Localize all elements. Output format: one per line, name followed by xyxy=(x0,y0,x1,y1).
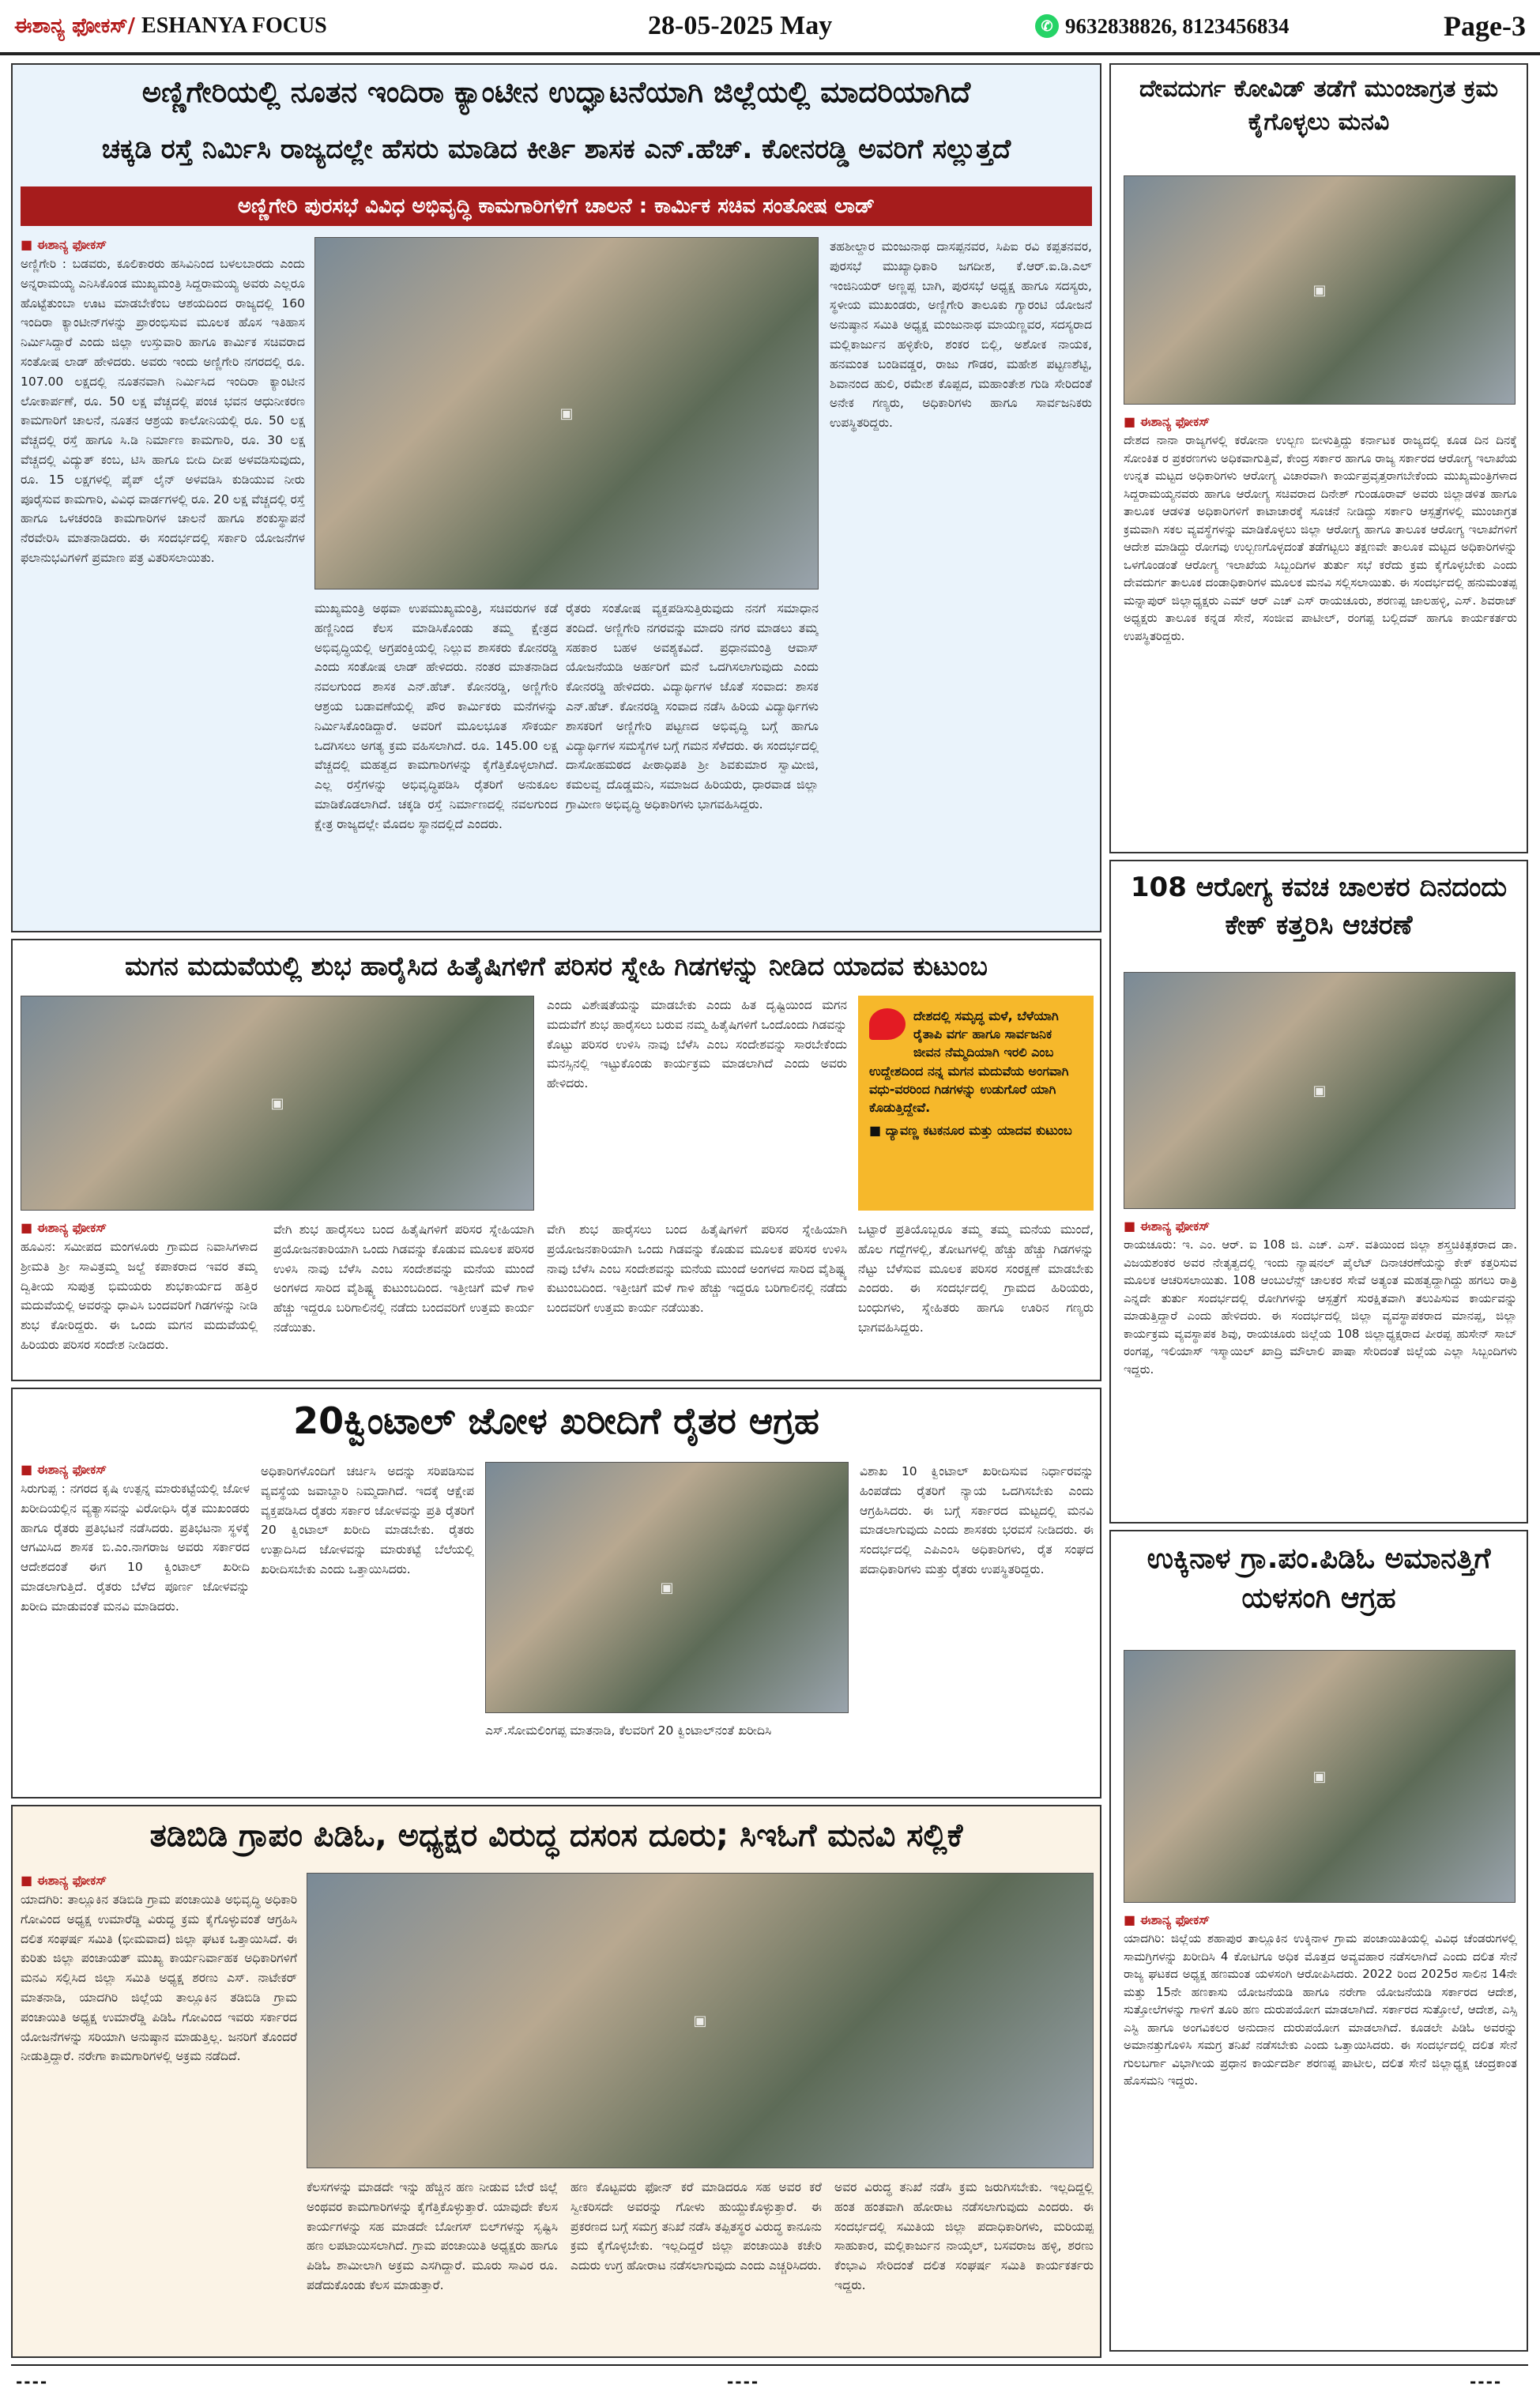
footer-center-dash: ---- xyxy=(727,2372,760,2391)
photo-cake-cutting: ▣ xyxy=(1124,972,1516,1209)
story5-col2-text: ಅಧಿಕಾರಿಗಳೊಂದಿಗೆ ಚರ್ಚಿಸಿ ಅದನ್ನು ಸರಿಪಡಿಸುವ ವ್ಯವಸ್ಥೆಯ ಜವಾಬ್ದಾರಿ ನಿಮ್ಮದಾಗಿದೆ. ಇದಕ್ಕೆ ಆಕ್ಷೇಪ ವ್ಯಕ್ತಪಡಿಸಿದ ರೈತರು ಸರ್ಕಾರ ಜೋಳವನ್ನು ಪ್ರತಿ ರೈತರಿಗೆ 20 ಕ್ವಿಂಟಾಲ್ ಖರೀದಿ ಮಾಡಬೇಕು. ರೈತರು ಉತ್ಪಾದಿಸಿದ ಜೋಳವನ್ನು ಮಾರುಕಟ್ಟೆ ಬೆಲೆಯಲ್ಲಿ ಖರೀದಿಸಬೇಕು ಎಂದು ಒತ್ತಾಯಿಸಿದರು. xyxy=(261,1464,474,1576)
story1-col1-text: ಅಣ್ಣಿಗೇರಿ : ಬಡವರು, ಕೂಲಿಕಾರರು ಹಸಿವಿನಿಂದ ಬಳಲಬಾರದು ಎಂದು ಅನ್ನರಾಮಯ್ಯ ಎನಿಸಿಕೊಂಡ ಮುಖ್ಯಮಂತ್ರಿ ಸಿದ್ದರಾಮಯ್ಯ ಅವರು ಎಲ್ಲರೂ ಹೊಟ್ಟೆತುಂಬಾ ಊಟ ಮಾಡಬೇಕೆಂಬ ಆಶಯದಿಂದ ರಾಜ್ಯದಲ್ಲಿ 160 ಇಂದಿರಾ ಕ್ಯಾಂಟೀನ್‌ಗಳನ್ನು ಪ್ರಾರಂಭಿಸುವ ಮೂಲಕ ಹೊಸ ಇತಿಹಾಸ ನಿರ್ಮಿಸಿದ್ದಾರೆ ಎಂದು ಜಿಲ್ಲಾ ಉಸ್ತುವಾರಿ ಹಾಗೂ ಕಾರ್ಮಿಕ ಸಚಿವರಾದ ಸಂತೋಷ ಲಾಡ್ ಹೇಳಿದರು. ಅವರು ಇಂದು ಅಣ್ಣಿಗೇರಿ ನಗರದಲ್ಲಿ ರೂ. 107.00 ಲಕ್ಷದಲ್ಲಿ ನೂತನವಾಗಿ ನಿರ್ಮಿಸಿದ ಇಂದಿರಾ ಕ್ಯಾಂಟೀನ ಲೋಕಾರ್ಪಣೆ, ರೂ. 50 ಲಕ್ಷ ವೆಚ್ಚದಲ್ಲಿ ಪಂಚ ಭವನ ಆಧುನೀಕರಣ ಕಾಮಗಾರಿಗೆ ಚಾಲನೆ, ನೂತನ ಆಶ್ರಯ ಕಾಲೋನಿಯಲ್ಲಿ ರೂ. 50 ಲಕ್ಷ ವೆಚ್ಚದಲ್ಲಿ ರಸ್ತೆ ಹಾಗೂ ಸಿ.ಡಿ ನಿರ್ಮಾಣ ಕಾಮಗಾರಿ, ರೂ. 30 ಲಕ್ಷ ವೆಚ್ಚದಲ್ಲಿ ವಿದ್ಯುತ್ ಕಂಬ, ಟಿಸಿ ಹಾಗೂ ಬೀದಿ ದೀಪ ಅಳವಡಿಸುವುದು, ರೂ. 15 ಲಕ್ಷಗಳಲ್ಲಿ ಪೈಪ್ ಲೈನ್ ಅಳವಡಿಸಿ ಕುಡಿಯುವ ನೀರು ಪೂರೈಸುವ ಕಾಮಗಾರಿ, ವಿವಿಧ ವಾರ್ಡಗಳಲ್ಲಿ ರೂ. 20 ಲಕ್ಷ ವೆಚ್ಚದಲ್ಲಿ ರಸ್ತೆ ಹಾಗೂ ಒಳಚರಂಡಿ ಕಾಮಗಾರಿಗಳ ಚಾಲನೆ ಹಾಗೂ ಶಂಕುಸ್ಥಾಪನೆ ನೆರವೇರಿಸಿ ಮಾತನಾಡಿದರು. ಈ ಸಂದರ್ಭದಲ್ಲಿ ಸರ್ಕಾರಿ ಯೋಜನೆಗಳ ಫಲಾನುಭವಿಗಳಿಗೆ ಪ್ರಮಾಣ ಪತ್ರ ವಿತರಿಸಲಾಯಿತು. xyxy=(21,257,305,565)
brand-kannada: ಈಶಾನ್ಯ ಫೋಕಸ್/ xyxy=(14,13,136,38)
story-wedding-saplings xyxy=(11,939,1101,1381)
footer-rule xyxy=(11,2364,1528,2366)
story4-headline: ಮಗನ ಮದುವೆಯಲ್ಲಿ ಶುಭ ಹಾರೈಸಿದ ಹಿತೈಷಿಗಳಿಗೆ ಪರಿಸರ ಸ್ನೇಹಿ ಗಿಡಗಳನ್ನು ನೀಡಿದ ಯಾದವ ಕುಟುಂಬ xyxy=(125,951,988,981)
story1-col2-text: ಮುಖ್ಯಮಂತ್ರಿ ಅಥವಾ ಉಪಮುಖ್ಯಮಂತ್ರಿ, ಸಚಿವರುಗಳ ಕಡೆ ಹಣ್ಣಿನಿಂದ ಕೆಲಸ ಮಾಡಿಸಿಕೊಂಡು ತಮ್ಮ ಕ್ಷೇತ್ರದ ಅಭಿವೃದ್ಧಿಯಲ್ಲಿ ಅಗ್ರಪಂಕ್ತಿಯಲ್ಲಿ ನಿಲ್ಲುವ ಶಾಸಕರು ಕೋನರಡ್ಡಿ ಎಂದು ಸಂತೋಷ ಲಾಡ್ ಹೇಳಿದರು. ನಂತರ ಮಾತನಾಡಿದ ನವಲಗುಂದ ಶಾಸಕ ಎನ್.ಹೆಚ್. ಕೋನರಡ್ಡಿ, ಅಣ್ಣಿಗೇರಿ ಆಶ್ರಯ ಬಡಾವಣೆಯಲ್ಲಿ ಪೌರ ಕಾರ್ಮಿಕರು ಮನೆಗಳನ್ನು ನಿರ್ಮಿಸಿಕೊಂಡಿದ್ದಾರೆ. ಅವರಿಗೆ ಮೂಲಭೂತ ಸೌಕರ್ಯ ಒದಗಿಸಲು ಅಗತ್ಯ ಕ್ರಮ ವಹಿಸಲಾಗಿದೆ. ರೂ. 145.00 ಲಕ್ಷ ವೆಚ್ಚದಲ್ಲಿ ಮಹತ್ವದ ಕಾಮಗಾರಿಗಳನ್ನು ಕೈಗೆತ್ತಿಕೊಳ್ಳಲಾಗಿದೆ. ಎಲ್ಲ ರಸ್ತೆಗಳನ್ನು ಅಭಿವೃದ್ಧಿಪಡಿಸಿ ರೈತರಿಗೆ ಅನುಕೂಲ ಮಾಡಿಕೊಡಲಾಗಿದೆ. ಚಕ್ಕಡಿ ರಸ್ತೆ ನಿರ್ಮಾಣದಲ್ಲಿ ನವಲಗುಂದ ಕ್ಷೇತ್ರ ರಾಜ್ಯದಲ್ಲೇ ಮೊದಲ ಸ್ಥಾನದಲ್ಲಿದೆ ಎಂದರು. xyxy=(314,601,558,831)
story2-body: ದೇಶದ ನಾನಾ ರಾಜ್ಯಗಳಲ್ಲಿ ಕರೋನಾ ಉಲ್ಬಣ ಬೀಳುತ್ತಿದ್ದು ಕರ್ನಾಟಕ ರಾಜ್ಯದಲ್ಲಿ ಕೂಡ ದಿನ ದಿನಕ್ಕೆ ಸೋಂಕಿತ ರ ಪ್ರಕರಣಗಳು ಅಧಿಕವಾಗುತ್ತಿವೆ, ಕೇಂದ್ರ ಸರ್ಕಾರ ಹಾಗೂ ರಾಜ್ಯ ಸರ್ಕಾರದ ಆರೋಗ್ಯ ಇಲಾಖೆಯ ಉನ್ನತ ಮಟ್ಟದ ಅಧಿಕಾರಿಗಳು ಆರೋಗ್ಯ ವಿಚಾರವಾಗಿ ಕಾರ್ಯಪ್ರವೃತ್ತರಾಗಬೇಕೆಂದು ಮುಖ್ಯಮಂತ್ರಿಗಳಾದ ಸಿದ್ದರಾಮಯ್ಯನವರು ಹಾಗೂ ಆರೋಗ್ಯ ಸಚಿವರಾದ ದಿನೇಶ್ ಗುಂಡೂರಾವ್ ಅವರು ಜಿಲ್ಲಾಡಳಿತ ಹಾಗೂ ತಾಲೂಕ ಆಡಳಿತ ಅಧಿಕಾರಿಗಳಿಗೆ ಕಾಟಾಚಾರಕ್ಕೆ ಸೂಚನೆ ನೀಡಿದ್ದು ಸರ್ಕಾರಿ ಆಸ್ಪತ್ರೆಗಳಲ್ಲಿ ಮುಂಜಾಗ್ರತ ಕ್ರಮವಾಗಿ ಸಕಲ ವ್ಯವಸ್ಥೆಗಳನ್ನು ಮಾಡಿಕೊಳ್ಳಲು ಜಿಲ್ಲಾ ಆರೋಗ್ಯ ಹಾಗೂ ತಾಲೂಕ ಆರೋಗ್ಯ ಇಲಾಖೆಗಳಿಗೆ ಆದೇಶ ಮಾಡಿದ್ದು ರೋಗವು ಉಲ್ಬಣಗೊಳ್ಳದಂತೆ ತಡೆಗಟ್ಟಲು ತಕ್ಷಣವೇ ತಾಲೂಕ ಮಟ್ಟದ ಅಧಿಕಾರಿಗಳನ್ನು ಒಳಗೊಂಡಂತೆ ಆರೋಗ್ಯ ಇಲಾಖೆಯ ಸಿಬ್ಬಂದಿಗಳ ತುರ್ತು ಸಭೆ ಕರೆದು ಕ್ರಮ ಕೈಗೊಳ್ಳಬೇಕು ಎಂದು ದೇವದುರ್ಗ ತಾಲೂಕ ದಂಡಾಧಿಕಾರಿಗಳ ಮೂಲಕ ಮನವಿ ಸಲ್ಲಿಸಲಾಯಿತು. ಈ ಸಂದರ್ಭದಲ್ಲಿ ಹನುಮಂತಪ್ಪ ಮನ್ನಾಪುರ್ ಜಿಲ್ಲಾಧ್ಯಕ್ಷರು ಎಮ್ ಆರ್ ಎಚ್ ಎಸ್ ರಾಯಚೂರು, ಶರಣಪ್ಪ ಜಾಲಹಳ್ಳಿ, ಎಸ್. ಶಿವರಾಜ್ ಅಧ್ಯಕ್ಷರು ತಾಲೂಕ ಕನ್ನಡ ಸೇನೆ, ಸಂಜೀವ ಪಾಟೀಲ್, ರಂಗಪ್ಪ ಬಲ್ಲಿದವ್ ಹಾಗೂ ಕಾರ್ಯಕರ್ತರು ಉಪಸ್ಥಿತರಿದ್ದರು. xyxy=(1124,433,1517,643)
story4-col2-text: ವೇಗಿ ಶುಭ ಹಾರೈಸಲು ಬಂದ ಹಿತೈಷಿಗಳಿಗೆ ಪರಿಸರ ಸ್ನೇಹಿಯಾಗಿ ಪ್ರಯೋಜನಕಾರಿಯಾಗಿ ಒಂದು ಗಿಡವನ್ನು ಕೊಡುವ ಮೂಲಕ ಪರಿಸರ ಉಳಿಸಿ ನಾವು ಬೆಳೆಸಿ ಎಂಬ ಸಂದೇಶವನ್ನು ಮನೆಯ ಮುಂದೆ ಅಂಗಳದ ಸಾರಿದ ವೈಶಿಷ್ಟ್ಯ ಕುಟುಂಬದಿಂದ. ಇತ್ತೀಚಿಗೆ ಮಳೆ ಗಾಳಿ ಹೆಚ್ಚು ಇದ್ದರೂ ಬರಿಗಾಲಿನಲ್ಲಿ ನಡೆದು ಬಂದವರಿಗೆ ಉತ್ತಮ ಕಾರ್ಯ ನಡೆಯಿತು. xyxy=(273,1222,534,1335)
story-108-ambulance xyxy=(1109,860,1528,1524)
footer-left-dash: ---- xyxy=(16,2372,49,2391)
byline: ■ ಈಶಾನ್ಯ ಫೋಕಸ್ xyxy=(1124,1218,1517,1234)
story-indira-canteen xyxy=(11,63,1101,932)
photo-ceo-memorandum: ▣ xyxy=(307,1873,1094,2168)
quote-callout xyxy=(858,996,1094,1211)
story5-col1 xyxy=(21,1462,250,1787)
story7-col1-text: ಯಾದಗಿರಿ: ತಾಲ್ಲೂಕಿನ ತಡಿಬಿಡಿ ಗ್ರಾಮ ಪಂಚಾಯಿತಿ ಅಭಿವೃದ್ಧಿ ಅಧಿಕಾರಿ ಗೋವಿಂದ ಅಧ್ಯಕ್ಷ ಉಮಾರೆಡ್ಡಿ ವಿರುದ್ಧ ಕ್ರಮ ಕೈಗೊಳ್ಳುವಂತೆ ಆಗ್ರಹಿಸಿ ದಲಿತ ಸಂಘರ್ಷ ಸಮಿತಿ (ಭೀಮವಾದ) ಜಿಲ್ಲಾ ಘಟಕ ಒತ್ತಾಯಿಸಿದೆ. ಈ ಕುರಿತು ಜಿಲ್ಲಾ ಪಂಚಾಯತ್ ಮುಖ್ಯ ಕಾರ್ಯನಿರ್ವಾಹಕ ಅಧಿಕಾರಿಗಳಿಗೆ ಮನವಿ ಸಲ್ಲಿಸಿದ ಜಿಲ್ಲಾ ಸಮಿತಿ ಅಧ್ಯಕ್ಷ ಶರಣು ಎಸ್. ನಾಟೇಕರ್ ಮಾತನಾಡಿ, ಯಾದಗಿರಿ ಜಿಲ್ಲೆಯ ತಾಲ್ಲೂಕಿನ ತಡಿಬಿಡಿ ಗ್ರಾಮ ಪಂಚಾಯಿತಿ ಅಧ್ಯಕ್ಷ ಉಮಾರೆಡ್ಡಿ ಪಿಡಿಓ ಗೋವಿಂದ ಇವರು ಸರ್ಕಾರದ ಯೋಜನೆಗಳನ್ನು ಸರಿಯಾಗಿ ಅನುಷ್ಠಾನ ಮಾಡುತ್ತಿಲ್ಲ. ಜನರಿಗೆ ತೊಂದರೆ ನೀಡುತ್ತಿದ್ದಾರೆ. ನರೇಗಾ ಕಾಮಗಾರಿಗಳಲ್ಲಿ ಅಕ್ರಮ ನಡೆದಿದೆ. xyxy=(21,1893,297,2064)
story7-col2-text: ಕೆಲಸಗಳನ್ನು ಮಾಡದೇ ಇನ್ನು ಹೆಚ್ಚಿನ ಹಣ ನೀಡುವ ಬೇರೆ ಜಿಲ್ಲೆ ಅಂಥವರ ಕಾಮಗಾರಿಗಳನ್ನು ಕೈಗೆತ್ತಿಕೊಳ್ಳುತ್ತಾರೆ. ಯಾವುದೇ ಕೆಲಸ ಕಾರ್ಯಗಳನ್ನು ಸಹ ಮಾಡದೇ ಬೋಗಸ್ ಬಿಲ್‌ಗಳನ್ನು ಸೃಷ್ಟಿಸಿ ಹಣ ಲಪಟಾಯಿಸಲಾಗಿದೆ. ಗ್ರಾಮ ಪಂಚಾಯಿತಿ ಅಧ್ಯಕ್ಷರು ಹಾಗೂ ಪಿಡಿಓ ಶಾಮೀಲಾಗಿ ಅಕ್ರಮ ಎಸಗಿದ್ದಾರೆ. ಮೂರು ಸಾವಿರ ರೂ. ಪಡೆದುಕೊಂಡು ಕೆಲಸ ಮಾಡುತ್ತಾರೆ. xyxy=(307,2180,558,2292)
story5-col3-text: ವಿಶಾಖ 10 ಕ್ವಿಂಟಾಲ್ ಖರೀದಿಸುವ ನಿರ್ಧಾರವನ್ನು ಹಿಂಪಡೆದು ರೈತರಿಗೆ ನ್ಯಾಯ ಒದಗಿಸಬೇಕು ಎಂದು ಆಗ್ರಹಿಸಿದರು. ಈ ಬಗ್ಗೆ ಸರ್ಕಾರದ ಮಟ್ಟದಲ್ಲಿ ಮನವಿ ಮಾಡಲಾಗುವುದು ಎಂದು ಶಾಸಕರು ಭರವಸೆ ನೀಡಿದರು. ಈ ಸಂದರ್ಭದಲ್ಲಿ ಎಪಿಎಂಸಿ ಅಧಿಕಾರಿಗಳು, ರೈತ ಸಂಘದ ಪದಾಧಿಕಾರಿಗಳು ಮತ್ತು ರೈತರು ಉಪಸ್ಥಿತರಿದ್ದರು. xyxy=(860,1464,1094,1576)
story7-col1 xyxy=(21,1873,297,2348)
byline: ■ ಈಶಾನ್ಯ ಫೋಕಸ್ xyxy=(21,1220,258,1236)
phone-numbers: 9632838826, 8123456834 xyxy=(1065,13,1290,38)
story6-headline: ಉಕ್ಕಿನಾಳ ಗ್ರಾ.ಪಂ.ಪಿಡಿಓ ಅಮಾನತ್ತಿಗೆ ಯಳಸಂಗಿ ಆಗ್ರಹ xyxy=(1147,1542,1491,1615)
story1-headline-2: ಚಕ್ಕಡಿ ರಸ್ತೆ ನಿರ್ಮಿಸಿ ರಾಜ್ಯದಲ್ಲೇ ಹೆಸರು ಮಾಡಿದ ಕೀರ್ತಿ ಶಾಸಕ ಎನ್.ಹೆಚ್. ಕೋನರಡ್ಡಿ ಅವರಿಗೆ ಸಲ್ಲುತ್ತದೆ xyxy=(101,134,1011,165)
byline: ■ ಈಶಾನ್ಯ ಫೋಕಸ್ xyxy=(1124,1912,1517,1928)
story4-col1-text: ಹೂವಿನ: ಸಮೀಪದ ಮಂಗಳೂರು ಗ್ರಾಮದ ನಿವಾಸಿಗಳಾದ ಶ್ರೀಮತಿ ಶ್ರೀ ಸಾವಿತ್ರಮ್ಮ ಜಲ್ದೆ ಕಪಾಕರಾದ ಇವರ ತಮ್ಮ ದ್ವಿತೀಯ ಸುಪುತ್ರ ಭಿಮಯರು ಶುಭಕಾರ್ಯದ ಹತ್ತಿರ ಮದುವೆಯಲ್ಲಿ ಅವರನ್ನು ಧಾವಿಸಿ ಬಂದವರಿಗೆ ಗಿಡಗಳನ್ನು ನೀಡಿ ಶುಭ ಕೋರಿದ್ದರು. ಈ ಒಂದು ಮಗನ ಮದುವೆಯಲ್ಲಿ ಹಿರಿಯರು ಪರಿಸರ ಸಂದೇಶ ನೀಡಿದರು. xyxy=(21,1240,258,1352)
story-devadurga-covid xyxy=(1109,63,1528,853)
callout-quote: ದೇಶದಲ್ಲಿ ಸಮೃದ್ಧ ಮಳೆ, ಬೆಳೆಯಾಗಿ ರೈತಾಪಿ ವರ್ಗ ಹಾಗೂ ಸಾರ್ವಜನಿಕ ಜೀವನ ನೆಮ್ಮದಿಯಾಗಿ ಇರಲಿ ಎಂಬ ಉದ್ದೇಶದಿಂದ ನನ್ನ ಮಗನ ಮದುವೆಯ ಅಂಗವಾಗಿ ವಧು-ವರರಿಂದ ಗಿಡಗಳನ್ನು ಉಡುಗೊರೆ ಯಾಗಿ ಕೊಡುತ್ತಿದ್ದೇವೆ. xyxy=(869,1008,1069,1115)
story7-col3-text: ಹಣ ಕೊಟ್ಟವರು ಫೋನ್ ಕರೆ ಮಾಡಿದರೂ ಸಹ ಅವರ ಕರೆ ಸ್ವೀಕರಿಸದೇ ಅವರನ್ನು ಗೋಳು ಹುಯ್ದುಕೊಳ್ಳುತ್ತಾರೆ. ಈ ಪ್ರಕರಣದ ಬಗ್ಗೆ ಸಮಗ್ರ ತನಿಖೆ ನಡೆಸಿ ತಪ್ಪಿತಸ್ಥರ ವಿರುದ್ಧ ಕಾನೂನು ಕ್ರಮ ಕೈಗೊಳ್ಳಬೇಕು. ಇಲ್ಲದಿದ್ದರೆ ಜಿಲ್ಲಾ ಪಂಚಾಯಿತಿ ಕಚೇರಿ ಎದುರು ಉಗ್ರ ಹೋರಾಟ ನಡೆಸಲಾಗುವುದು ಎಂದು ಎಚ್ಚರಿಸಿದರು. xyxy=(570,2180,822,2273)
story3-text-block xyxy=(1124,1218,1517,1520)
story7-headline: ತಡಿಬಿಡಿ ಗ್ರಾಪಂ ಪಿಡಿಓ, ಅಧ್ಯಕ್ಷರ ವಿರುದ್ಧ ದಸಂಸ ದೂರು; ಸಿಇಓಗೆ ಮನವಿ ಸಲ್ಲಿಕೆ xyxy=(149,1817,963,1854)
story1-col1 xyxy=(21,237,305,934)
photo-memorandum-submission: ▣ xyxy=(1124,175,1516,405)
story6-text-block xyxy=(1124,1912,1517,2341)
photo-wedding-guests: ▣ xyxy=(21,996,534,1211)
story6-body: ಯಾದಗಿರಿ: ಜಿಲ್ಲೆಯ ಶಹಾಪುರ ತಾಲ್ಲೂಕಿನ ಉಕ್ಕಿನಾಳ ಗ್ರಾಮ ಪಂಚಾಯಿತಿಯಲ್ಲಿ ವಿವಿಧ ಚೆಂಡರುಗಳಲ್ಲಿ ಸಾಮಗ್ರಿಗಳನ್ನು ಖರೀದಿಸಿ 4 ಕೋಟಿಗೂ ಅಧಿಕ ಮೊತ್ತದ ಅವ್ಯವಹಾರ ನಡೆಸಲಾಗಿದೆ ಎಂದು ದಲಿತ ಸೇನೆ ರಾಜ್ಯ ಘಟಕದ ಅಧ್ಯಕ್ಷ ಹಣಮಂತ ಯಳಸಂಗಿ ಆರೋಪಿಸಿದರು. 2022 ರಿಂದ 2025ರ ಸಾಲಿನ 14ನೇ ಮತ್ತು 15ನೇ ಹಣಕಾಸು ಯೋಜನೆಯಡಿ ಹಾಗೂ ನರೇಗಾ ಯೋಜನೆಯಡಿ ಸರ್ಕಾರದ ಆದೇಶ, ಸುತ್ತೋಲೆಗಳನ್ನು ಗಾಳಿಗೆ ತೂರಿ ಹಣ ದುರುಪಯೋಗ ಮಾಡಲಾಗಿದೆ. ಸರ್ಕಾರದ ಸುತ್ತೋಲೆ, ಆದೇಶ, ಎಸ್ಸಿ ಎಸ್ಟಿ ಹಾಗೂ ಅಂಗವಿಕಲರ ಅನುದಾನ ದುರುಪಯೋಗ ಮಾಡಲಾಗಿದೆ. ಕೂಡಲೇ ಪಿಡಿಓ ಅವರನ್ನು ಅಮಾನತ್ತುಗೊಳಿಸಿ ಸಮಗ್ರ ತನಿಖೆ ನಡೆಸಬೇಕು ಎಂದು ಒತ್ತಾಯಿಸಿದರು. ಈ ಸಂದರ್ಭದಲ್ಲಿ ದಲಿತ ಸೇನೆ ಗುಲಬರ್ಗಾ ವಿಭಾಗೀಯ ಪ್ರಧಾನ ಕಾರ್ಯದರ್ಶಿ ಶರಣಪ್ಪ ಪಾಟೀಲ, ದಲಿತ ಸೇನೆ ಜಿಲ್ಲಾಧ್ಯಕ್ಷ ಚಂದ್ರಕಾಂತ ಹೊಸಮನಿ ಇದ್ದರು. xyxy=(1124,1931,1517,2088)
story5-col1-text: ಸಿರುಗುಪ್ಪ : ನಗರದ ಕೃಷಿ ಉತ್ಪನ್ನ ಮಾರುಕಟ್ಟೆಯಲ್ಲಿ ಜೋಳ ಖರೀದಿಯಲ್ಲಿನ ವ್ಯತ್ಯಾಸವನ್ನು ವಿರೋಧಿಸಿ ರೈತ ಮುಖಂಡರು ಹಾಗೂ ರೈತರು ಪ್ರತಿಭಟನೆ ನಡೆಸಿದರು. ಪ್ರತಿಭಟನಾ ಸ್ಥಳಕ್ಕೆ ಆಗಮಿಸಿದ ಶಾಸಕ ಬಿ.ಎಂ.ನಾಗರಾಜ ಅವರು ಸರ್ಕಾರದ ಆದೇಶದಂತೆ ಈಗ 10 ಕ್ವಿಂಟಾಲ್ ಖರೀದಿ ಮಾಡಲಾಗುತ್ತಿದೆ. ರೈತರು ಬೆಳೆದ ಪೂರ್ಣ ಜೋಳವನ್ನು ಖರೀದಿ ಮಾಡುವಂತೆ ಮನವಿ ಮಾಡಿದರು. xyxy=(21,1482,250,1614)
callout-text-wrap xyxy=(858,996,1094,1151)
story1-subheadline: ಅಣ್ಣಿಗೇರಿ ಪುರಸಭೆ ವಿವಿಧ ಅಭಿವೃದ್ಧಿ ಕಾಮಗಾರಿಗಳಿಗೆ ಚಾಲನೆ : ಕಾರ್ಮಿಕ ಸಚಿವ ಸಂತೋಷ ಲಾಡ್ xyxy=(21,186,1092,226)
story5-headline: 20ಕ್ವಿಂಟಾಲ್ ಜೋಳ ಖರೀದಿಗೆ ರೈತರ ಆಗ್ರಹ xyxy=(293,1399,819,1442)
story2-headline: ದೇವದುರ್ಗ ಕೋವಿಡ್ ತಡೆಗೆ ಮುಂಜಾಗ್ರತ ಕ್ರಮ ಕೈಗೊಳ್ಳಲು ಮನವಿ xyxy=(1139,75,1499,136)
photo-farmers-protest: ▣ xyxy=(485,1462,849,1713)
photo-canteen-inauguration: ▣ xyxy=(314,237,819,589)
byline: ■ ಈಶಾನ್ಯ ಫೋಕಸ್ xyxy=(21,1873,297,1889)
story4-col3b-text: ವೇಗಿ ಶುಭ ಹಾರೈಸಲು ಬಂದ ಹಿತೈಷಿಗಳಿಗೆ ಪರಿಸರ ಸ್ನೇಹಿಯಾಗಿ ಪ್ರಯೋಜನಕಾರಿಯಾಗಿ ಒಂದು ಗಿಡವನ್ನು ಕೊಡುವ ಮೂಲಕ ಪರಿಸರ ಉಳಿಸಿ ನಾವು ಬೆಳೆಸಿ ಎಂಬ ಸಂದೇಶವನ್ನು ಮನೆಯ ಮುಂದೆ ಅಂಗಳದ ಸಾರಿದ ವೈಶಿಷ್ಟ್ಯ ಕುಟುಂಬದಿಂದ. ಇತ್ತೀಚಿಗೆ ಮಳೆ ಗಾಳಿ ಹೆಚ್ಚು ಇದ್ದರೂ ಬರಿಗಾಲಿನಲ್ಲಿ ನಡೆದು ಬಂದವರಿಗೆ ಉತ್ತಮ ಕಾರ್ಯ ನಡೆಯಿತು. xyxy=(547,1222,847,1316)
story3-body: ರಾಯಚೂರು: ಇ. ಎಂ. ಆರ್. ಐ 108 ಜಿ. ಎಚ್. ಎಸ್. ವತಿಯಿಂದ ಜಿಲ್ಲಾ ಶಸ್ತ್ರಚಿಕಿತ್ಸಕರಾದ ಡಾ. ವಿಜಯಶಂಕರ ಅವರ ನೇತೃತ್ವದಲ್ಲಿ ಇಂದು ನ್ಯಾಷನಲ್ ಪೈಲೆಟ್ ದಿನಾಚರಣೆಯನ್ನು ಕೇಕ್ ಕತ್ತರಿಸುವ ಮೂಲಕ ಆಚರಿಸಲಾಯಿತು. 108 ಆಂಬುಲೆನ್ಸ್ ಚಾಲಕರ ಸೇವೆ ಅತ್ಯಂತ ಮಹತ್ವದ್ದಾಗಿದ್ದು ಹಗಲು ರಾತ್ರಿ ಎನ್ನದೇ ತುರ್ತು ಸಂದರ್ಭದಲ್ಲಿ ರೋಗಿಗಳನ್ನು ಆಸ್ಪತ್ರೆಗೆ ಸುರಕ್ಷಿತವಾಗಿ ತಲುಪಿಸುವ ಕಾರ್ಯವನ್ನು ಮಾಡುತ್ತಿದ್ದಾರೆ ಎಂದು ಹೇಳಿದರು. ಈ ಸಂದರ್ಭದಲ್ಲಿ ಜಿಲ್ಲಾ ವ್ಯವಸ್ಥಾಪಕರಾದ ಮಾನಪ್ಪ, ಜಿಲ್ಲಾ ಕಾರ್ಯಕ್ರಮ ವ್ಯವಸ್ಥಾಪಕ ಶಿವು, ರಾಯಚೂರು ಜಿಲ್ಲೆಯ 108 ಜಿಲ್ಲಾಧ್ಯಕ್ಷರಾದ ಪೀರಪ್ಪ ಹುಸೇನ್ ಸಾಬ್ ರಂಗಪ್ಪ, ಇಲಿಯಾಸ್ ಇಸ್ಮಾಯಿಲ್ ಖಾದ್ರಿ ಮೌಲಾಲಿ ಪಾಷಾ ಸೇರಿದಂತೆ ಜಿಲ್ಲೆಯ ಎಲ್ಲಾ ಸಿಬ್ಬಂದಿಗಳು ಇದ್ದರು. xyxy=(1124,1237,1517,1377)
story2-text-block xyxy=(1124,414,1517,842)
story4-col4-text: ಒಟ್ಟಾರೆ ಪ್ರತಿಯೊಬ್ಬರೂ ತಮ್ಮ ತಮ್ಮ ಮನೆಯ ಮುಂದೆ, ಹೊಲ ಗದ್ದೆಗಳಲ್ಲಿ, ತೋಟಗಳಲ್ಲಿ ಹೆಚ್ಚು ಹೆಚ್ಚು ಗಿಡಗಳನ್ನು ನೆಟ್ಟು ಬೆಳೆಸುವ ಮೂಲಕ ಪರಿಸರ ಸಂರಕ್ಷಣೆ ಮಾಡಬೇಕು ಎಂದರು. ಈ ಸಂದರ್ಭದಲ್ಲಿ ಗ್ರಾಮದ ಹಿರಿಯರು, ಬಂಧುಗಳು, ಸ್ನೇಹಿತರು ಹಾಗೂ ಊರಿನ ಗಣ್ಯರು ಭಾಗವಹಿಸಿದ್ದರು. xyxy=(858,1222,1094,1335)
whatsapp-icon: ✆ xyxy=(1035,14,1059,38)
story4-col3-text: ಎಂದು ವಿಶೇಷತೆಯನ್ನು ಮಾಡಬೇಕು ಎಂದು ಹಿತ ದೃಷ್ಟಿಯಿಂದ ಮಗನ ಮದುವೆಗೆ ಶುಭ ಹಾರೈಸಲು ಬರುವ ನಮ್ಮ ಹಿತೈಷಿಗಳಿಗೆ ಒಂದೊಂದು ಗಿಡವನ್ನು ಕೊಟ್ಟು ಪರಿಸರ ಉಳಿಸಿ ನಾವು ಬೆಳೆಸಿ ಎಂಬ ಸಂದೇಶವನ್ನು ಸಾರಬೇಕೆಂದು ಮನಸ್ಸಿನಲ್ಲಿ ಇಟ್ಟುಕೊಂಡು ಕಾರ್ಯಕ್ರಮ ಮಾಡಲಾಗಿದೆ ಎಂದು ಅವರು ಹೇಳಿದರು. xyxy=(547,998,847,1091)
byline: ■ ಈಶಾನ್ಯ ಫೋಕಸ್ xyxy=(1124,414,1517,430)
footer-right-dash: ---- xyxy=(1470,2372,1503,2391)
byline: ■ ಈಶಾನ್ಯ ಫೋಕಸ್ xyxy=(21,237,305,253)
byline: ■ ಈಶಾನ್ಯ ಫೋಕಸ್ xyxy=(21,1462,250,1478)
story-tadibidi-grampanchayat xyxy=(11,1805,1101,2358)
story7-col4-text: ಅವರ ವಿರುದ್ಧ ತನಿಖೆ ನಡೆಸಿ ಕ್ರಮ ಜರುಗಿಸಬೇಕು. ಇಲ್ಲದಿದ್ದಲ್ಲಿ ಹಂತ ಹಂತವಾಗಿ ಹೋರಾಟ ನಡೆಸಲಾಗುವುದು ಎಂದರು. ಈ ಸಂದರ್ಭದಲ್ಲಿ ಸಮಿತಿಯ ಜಿಲ್ಲಾ ಪದಾಧಿಕಾರಿಗಳು, ಮರಿಯಪ್ಪ ಸಾಹುಕಾರ, ಮಲ್ಲಿಕಾರ್ಜುನ ನಾಯ್ಕಲ್, ಬಸವರಾಜ ಹಳ್ಳಿ, ಶರಣು ಕೆಂಭಾವಿ ಸೇರಿದಂತೆ ದಲಿತ ಸಂಘರ್ಷ ಸಮಿತಿ ಕಾರ್ಯಕರ್ತರು ಇದ್ದರು. xyxy=(834,2180,1094,2292)
contact-phones xyxy=(1035,14,1290,39)
story-jowar-procurement xyxy=(11,1388,1101,1798)
brand-english: ESHANYA FOCUS xyxy=(141,13,327,38)
story3-headline: 108 ಆರೋಗ್ಯ ಕವಚ ಚಾಲಕರ ದಿನದಂದು ಕೇಕ್ ಕತ್ತರಿಸಿ ಆಚರಣೆ xyxy=(1130,872,1508,941)
quote-bubble-icon xyxy=(869,1008,906,1040)
story4-col1 xyxy=(21,1220,258,1370)
story1-headline-1: ಅಣ್ಣಿಗೇರಿಯಲ್ಲಿ ನೂತನ ಇಂದಿರಾ ಕ್ಯಾಂಟೀನ ಉದ್ಘಾಟನೆಯಾಗಿ ಜಿಲ್ಲೆಯಲ್ಲಿ ಮಾದರಿಯಾಗಿದೆ xyxy=(141,75,971,109)
photo-press-meet: ▣ xyxy=(1124,1650,1516,1903)
masthead xyxy=(0,0,1540,55)
story5-caption: ಎಸ್.ಸೋಮಲಿಂಗಪ್ಪ ಮಾತನಾಡಿ, ಕೆಲವರಿಗೆ 20 ಕ್ವಿಂಟಾಲ್‌ನಂತೆ ಖರೀದಿಸಿ xyxy=(485,1723,772,1738)
page-number: Page-3 xyxy=(1444,10,1526,42)
callout-attribution: ■ ದ್ಯಾವಣ್ಣ ಕಟಕನೂರ ಮತ್ತು ಯಾದವ ಕುಟುಂಬ xyxy=(869,1123,1072,1139)
story1-col3-text: ರೈತರು ಸಂತೋಷ ವ್ಯಕ್ತಪಡಿಸುತ್ತಿರುವುದು ನನಗೆ ಸಮಾಧಾನ ತಂದಿದೆ. ಅಣ್ಣಿಗೇರಿ ನಗರವನ್ನು ಮಾದರಿ ನಗರ ಮಾಡಲು ತಮ್ಮ ಸಹಕಾರ ಬಹಳ ಅವಶ್ಯಕವಿದೆ. ಪ್ರಧಾನಮಂತ್ರಿ ಆವಾಸ್ ಯೋಜನೆಯಡಿ ಅರ್ಹರಿಗೆ ಮನೆ ಒದಗಿಸಲಾಗುವುದು ಎಂದು ಕೋನರಡ್ಡಿ ಹೇಳಿದರು. ವಿದ್ಯಾರ್ಥಿಗಳ ಜೊತೆ ಸಂವಾದ: ಶಾಸಕ ಎನ್.ಹೆಚ್. ಕೋನರಡ್ಡಿ ಸಂವಾದ ನಡೆಸಿ ಹಿರಿಯ ವಿದ್ಯಾರ್ಥಿಗಳು ಶಾಸಕರಿಗೆ ಅಣ್ಣಿಗೇರಿ ಪಟ್ಟಣದ ಅಭಿವೃದ್ಧಿ ಬಗ್ಗೆ ಹಾಗೂ ವಿದ್ಯಾರ್ಥಿಗಳ ಸಮಸ್ಯೆಗಳ ಬಗ್ಗೆ ಗಮನ ಸೆಳೆದರು. ಈ ಸಂದರ್ಭದಲ್ಲಿ ದಾಸೋಹಮಠದ ಪೀಠಾಧಿಪತಿ ಶ್ರೀ ಶಿವಕುಮಾರ ಸ್ವಾಮೀಜಿ, ಕಮಲವ್ವ ದೊಡ್ಡಮನಿ, ಸಮಾಜದ ಹಿರಿಯರು, ಧಾರವಾಡ ಜಿಲ್ಲಾ ಗ್ರಾಮೀಣ ಅಭಿವೃದ್ಧಿ ಅಧಿಕಾರಿಗಳು ಭಾಗವಹಿಸಿದ್ದರು. xyxy=(566,601,819,812)
story-ukkinal-pdo xyxy=(1109,1530,1528,2352)
story1-col4-text: ತಹಶೀಲ್ದಾರ ಮಂಜುನಾಥ ದಾಸಪ್ಪನವರ, ಸಿಪಿಐ ರವಿ ಕಪ್ಪತನವರ, ಪುರಸಭೆ ಮುಖ್ಯಾಧಿಕಾರಿ ಜಗದೀಶ, ಕೆ.ಆರ್.ಐ.ಡಿ.ಎಲ್ ಇಂಜಿನಿಯರ್ ಅಣ್ಣಪ್ಪ ಬಾಗಿ, ಪುರಸಭೆ ಅಧ್ಯಕ್ಷ ಹಾಗೂ ಸದಸ್ಯರು, ಸ್ಥಳೀಯ ಮುಖಂಡರು, ಅಣ್ಣಿಗೇರಿ ತಾಲೂಕು ಗ್ಯಾರಂಟಿ ಯೋಜನೆ ಅನುಷ್ಠಾನ ಸಮಿತಿ ಅಧ್ಯಕ್ಷ ಮಂಜುನಾಥ ಮಾಯಣ್ಣವರ, ಸದಸ್ಯರಾದ ಮಲ್ಲಿಕಾರ್ಜುನ ಹಳ್ಳಿಕೇರಿ, ಶಂಕರ ಬಿಲ್ಲಿ, ಅಶೋಕ ನಾಯಕ, ಹನಮಂತ ಬಂಡಿವಡ್ಡರ, ರಾಜು ಗೌಡರ, ಮಹೇಶ ಪಟ್ಟಣಶೆಟ್ಟಿ, ಶಿವಾನಂದ ಹುಲಿ, ರಮೇಶ ಕೊಪ್ಪದ, ಮಹಾಂತೇಶ ಗುಡಿ ಸೇರಿದಂತೆ ಅನೇಕ ಗಣ್ಯರು, ಅಧಿಕಾರಿಗಳು ಹಾಗೂ ಸಾರ್ವಜನಿಕರು ಉಪಸ್ಥಿತರಿದ್ದರು. xyxy=(830,239,1092,431)
issue-date: 28-05-2025 May xyxy=(648,11,833,40)
